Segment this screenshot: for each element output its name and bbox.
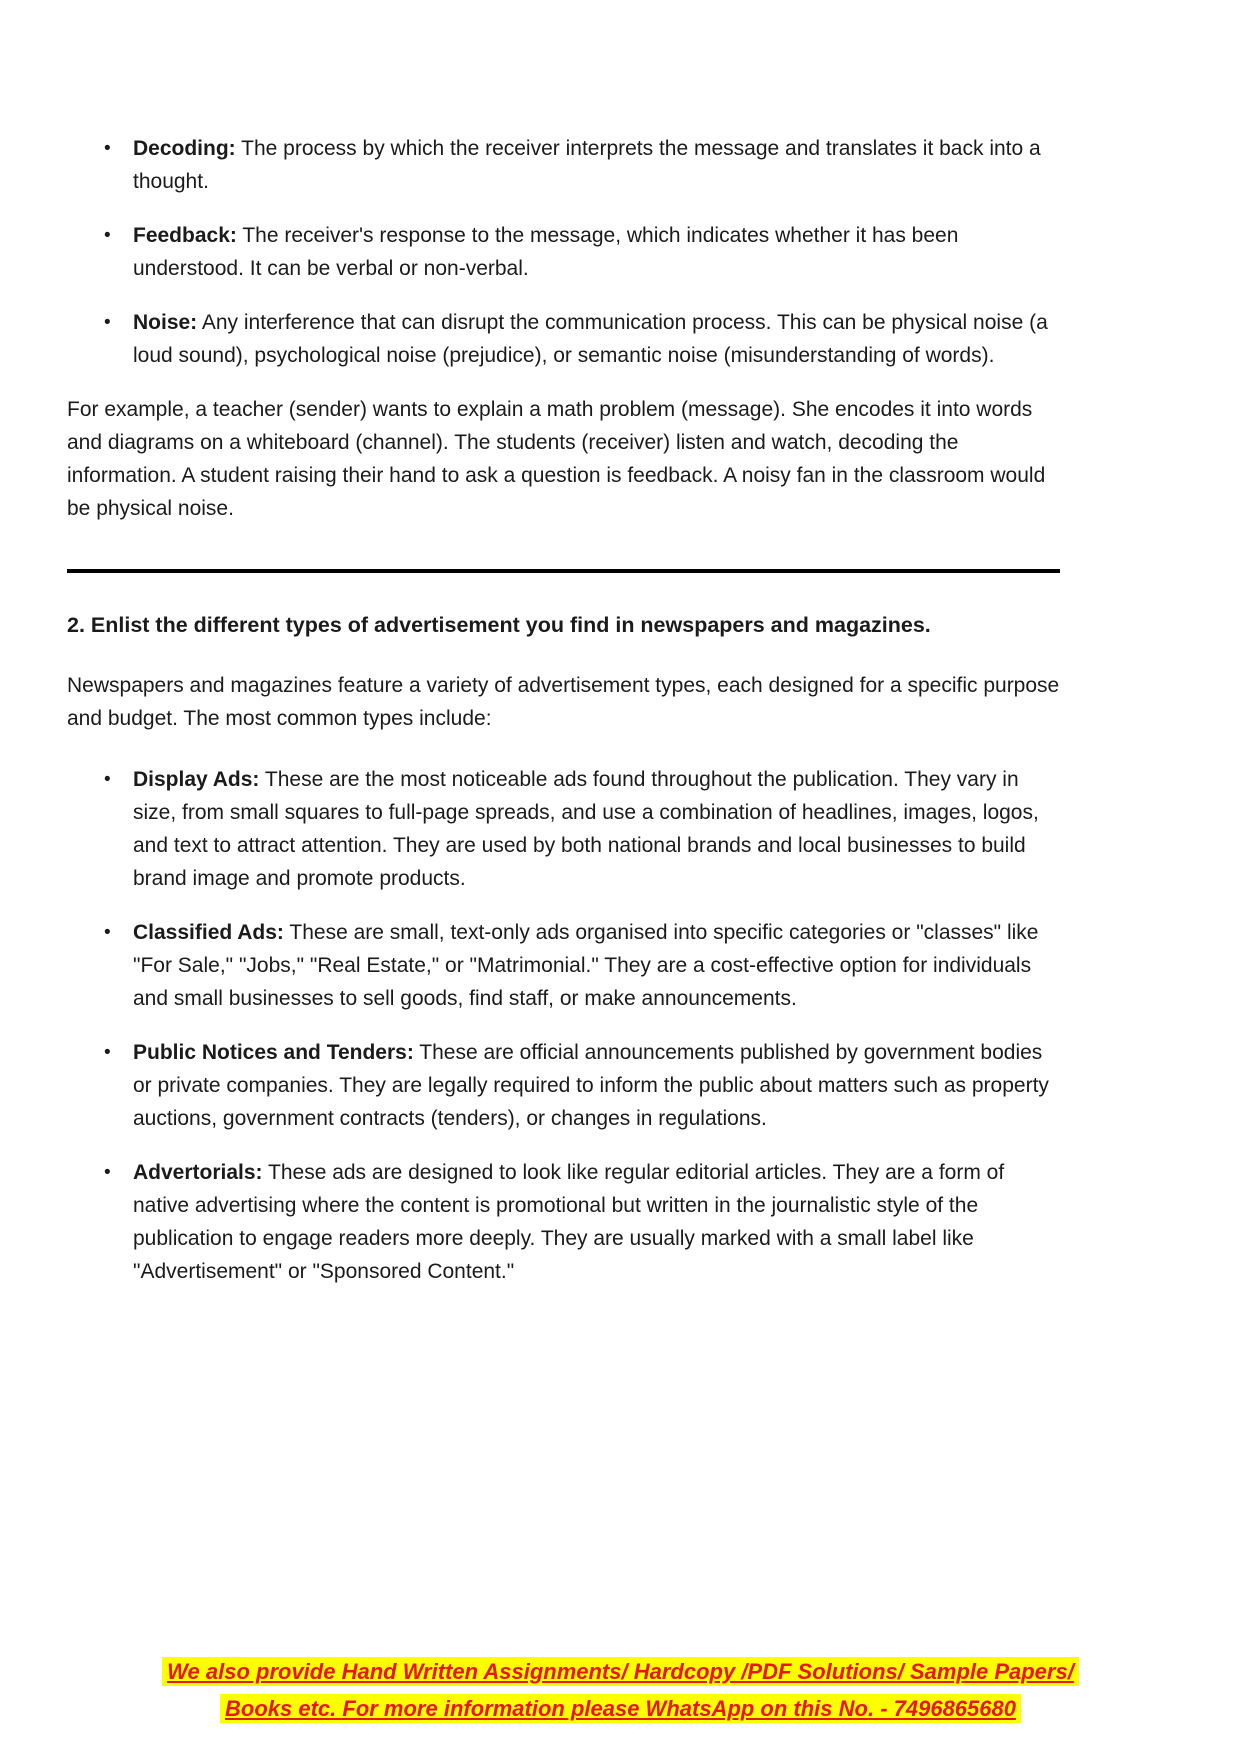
list-item-text: These ads are designed to look like regular editorial articles. They are a form of native advertising where the content is promotional but written in the journalistic style of the publication to engage readers more deeply. They are usually marked with a small label like "Advertisement" or "Sponsored Content." (133, 1161, 1005, 1283)
list-item-text: The receiver's response to the message, which indicates whether it has been understood. It can be verbal or non-verbal. (133, 224, 959, 280)
communication-elements-list (67, 132, 1060, 372)
section-divider (67, 569, 1060, 573)
footer-line-1: We also provide Hand Written Assignments/ Hardcopy /PDF Solutions/ Sample Papers/ (162, 1657, 1079, 1686)
example-paragraph: For example, a teacher (sender) wants to explain a math problem (message). She encodes it into words and diagrams on a whiteboard (channel). The students (receiver) listen and watch, decoding the information. A student raising their hand to ask a question is feedback. A noisy fan in the classroom would be physical noise. (67, 398, 1046, 520)
list-item-term: Advertorials: (133, 1161, 263, 1184)
question-2-intro: Newspapers and magazines feature a variety of advertisement types, each designed for a specific purpose and budget. The most common types include: (67, 674, 1060, 730)
list-item-term: Feedback: (133, 224, 237, 247)
list-item-term: Noise: (133, 311, 198, 334)
list-item-classified-ads (67, 916, 1060, 1015)
list-item-text: Any interference that can disrupt the communication process. This can be physical noise (a loud sound), psychological noise (prejudice), or semantic noise (misunderstanding of words). (133, 311, 1048, 367)
list-item-text: The process by which the receiver interprets the message and translates it back into a thought. (133, 137, 1041, 193)
advertisement-types-list (67, 763, 1060, 1288)
list-item-noise (67, 306, 1060, 372)
list-item-text: These are official announcements published by government bodies or private companies. They are legally required to inform the public about matters such as property auctions, government contracts (tenders), or changes in regulations. (133, 1041, 1049, 1130)
list-item-text: These are small, text-only ads organised into specific categories or "classes" like "For Sale," "Jobs," "Real Estate," or "Matrimonial." They are a cost-effective option for individuals and small businesses to sell goods, find staff, or make announcements. (133, 921, 1039, 1010)
list-item-term: Classified Ads: (133, 921, 284, 944)
list-item-text: These are the most noticeable ads found throughout the publication. They vary in size, from small squares to full-page spreads, and use a combination of headlines, images, logos, and text to attract attention. They are used by both national brands and local businesses to build brand image and promote products. (133, 768, 1039, 890)
list-item-term: Public Notices and Tenders: (133, 1041, 414, 1064)
footer-banner (0, 1653, 1241, 1727)
list-item-term: Decoding: (133, 137, 236, 160)
list-item-advertorials (67, 1156, 1060, 1288)
list-item-public-notices (67, 1036, 1060, 1135)
footer-line-2: Books etc. For more information please WhatsApp on this No. - 7496865680 (220, 1694, 1021, 1723)
list-item-term: Display Ads: (133, 768, 260, 791)
list-item-decoding (67, 132, 1060, 198)
list-item-display-ads (67, 763, 1060, 895)
question-2-heading: 2. Enlist the different types of advertisement you find in newspapers and magazines. (67, 613, 931, 637)
list-item-feedback (67, 219, 1060, 285)
